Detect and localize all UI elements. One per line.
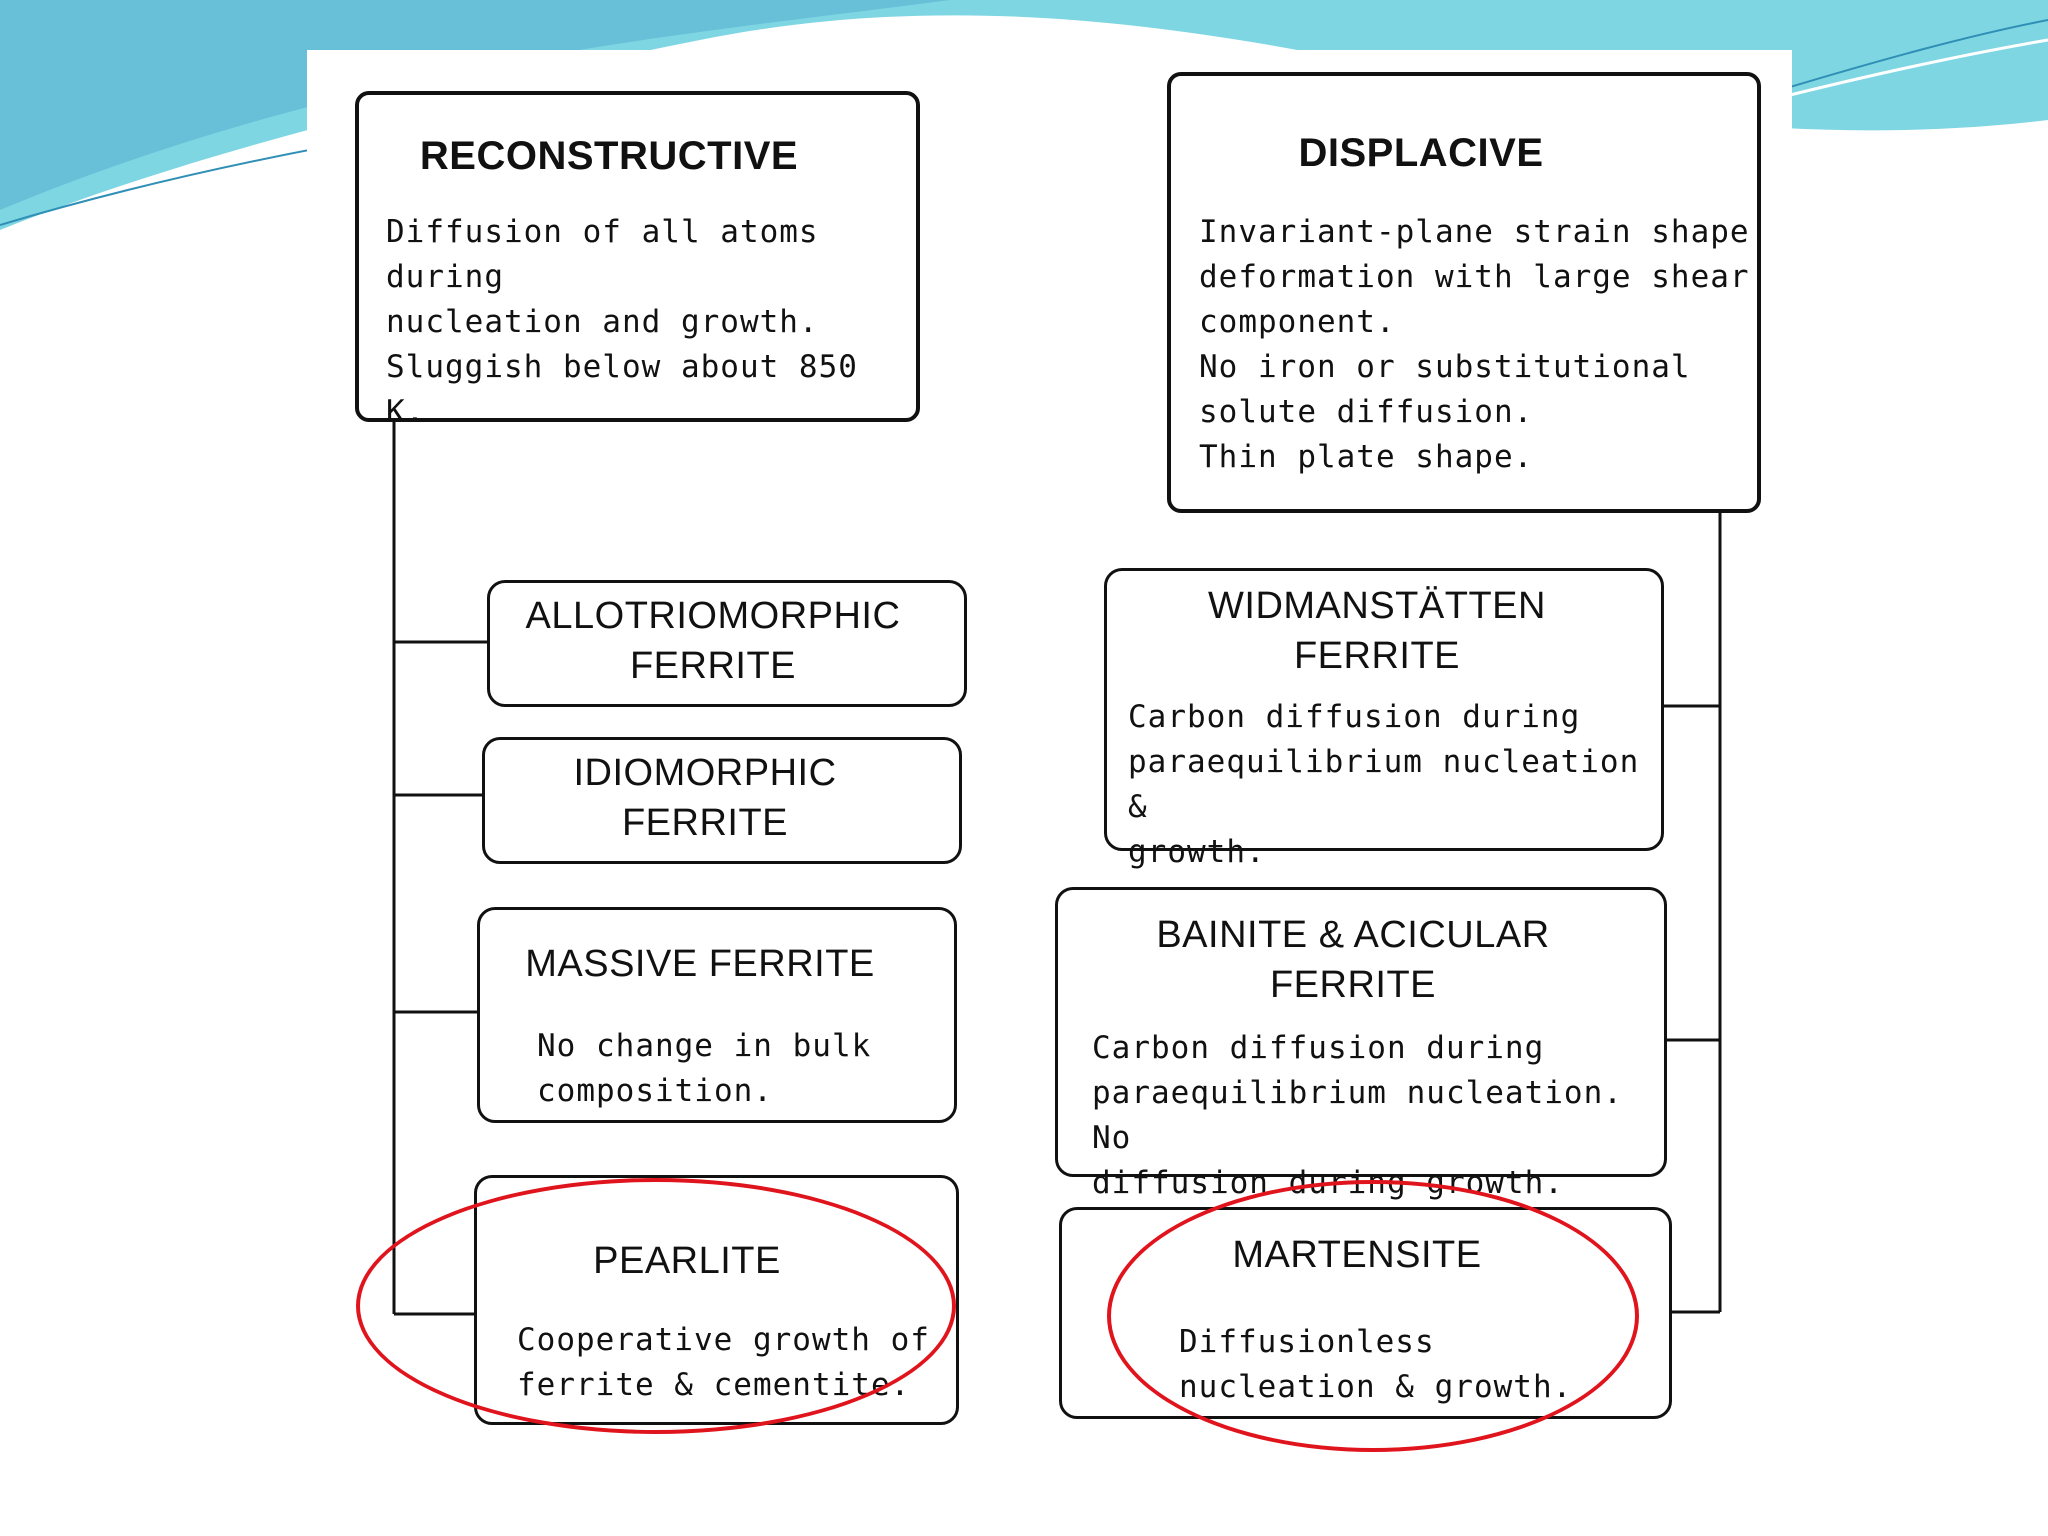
idiomorphic-ferrite-title: IDIOMORPHIC FERRITE xyxy=(573,752,837,844)
massive-ferrite-title: MASSIVE FERRITE xyxy=(525,943,875,985)
allotriomorphic-ferrite-title: ALLOTRIOMORPHIC FERRITE xyxy=(525,595,901,687)
martensite-description: Diffusionless nucleation & growth. xyxy=(1179,1324,1573,1405)
allotriomorphic-ferrite-box xyxy=(487,580,967,707)
reconstructive-description: Diffusion of all atoms during nucleation and growth. Sluggish below about 850 K. xyxy=(386,214,858,430)
displacive-description: Invariant-plane strain shape deformation with large shear component. No iron or substitutional solute diffusion. Thin plate shape. xyxy=(1199,214,1750,475)
displacive-box xyxy=(1167,72,1761,513)
bainite-acicular-ferrite-description: Carbon diffusion during paraequilibrium nucleation. No diffusion during growth. xyxy=(1092,1030,1623,1201)
reconstructive-box xyxy=(355,91,920,430)
martensite-title: MARTENSITE xyxy=(1232,1234,1482,1276)
widmanstatten-ferrite-description: Carbon diffusion during paraequilibrium nucleation & growth. xyxy=(1128,699,1640,870)
martensite-box xyxy=(1059,1207,1672,1419)
idiomorphic-ferrite-box xyxy=(482,737,962,864)
widmanstatten-ferrite-title: WIDMANSTÄTTEN FERRITE xyxy=(1208,585,1546,677)
pearlite-title: PEARLITE xyxy=(593,1240,781,1282)
reconstructive-title: RECONSTRUCTIVE xyxy=(419,134,799,178)
massive-ferrite-box xyxy=(477,907,957,1123)
displacive-title: DISPLACIVE xyxy=(1298,131,1544,175)
widmanstatten-ferrite-box xyxy=(1104,568,1664,870)
pearlite-box xyxy=(474,1175,959,1425)
bainite-acicular-ferrite-title: BAINITE & ACICULAR FERRITE xyxy=(1156,914,1550,1006)
pearlite-description: Cooperative growth of ferrite & cementite. xyxy=(517,1322,930,1403)
massive-ferrite-description: No change in bulk composition. xyxy=(537,1028,872,1109)
bainite-acicular-ferrite-box xyxy=(1055,887,1667,1201)
